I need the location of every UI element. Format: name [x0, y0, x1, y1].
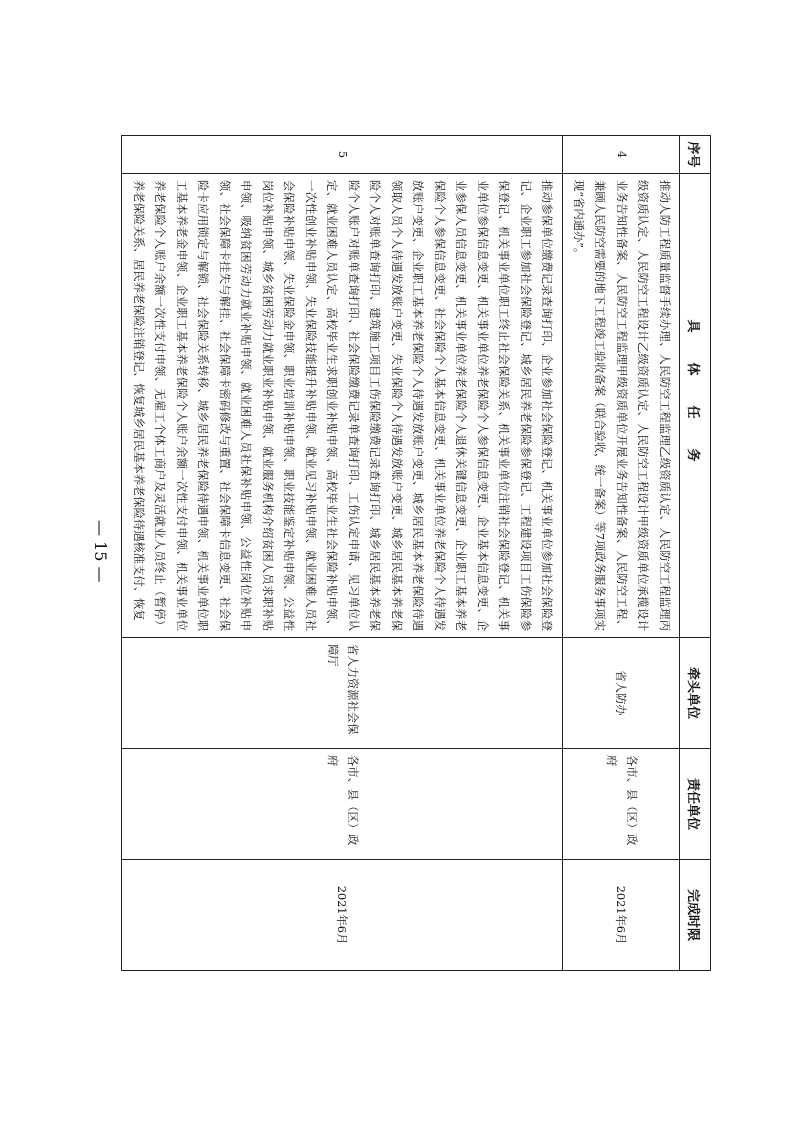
- row-responsible-unit: 各市、县（区）政府: [122, 749, 564, 860]
- table-header-row: [680, 136, 711, 971]
- row-task-text: 推动参保单位缴费记录查询打印、企业参加社会保险登记、机关事业单位参加社会保险登记、企业职工参加社会保险登记、城乡居民养老保险参保登记、工程建设项目工伤保险参保登记、机关事业单位职工终止社会保险关系、机关事业单位注销社会保险登记、机关事业单位参保信息变更、机关事业单位养老保险个人参保信息变更、企业基本信息变更、企业参保人员信息变更、机关事业单位养老保险个人退休关键信息变更、企业职工基本养老保险个人参保信息变更、社会保险个人基本信息变更、机关事业单位养老保险个人待遇发放账户变更、企业职工基本养老保险个人待遇发放账户变更、城乡居民基本养老保险待遇领取人员个人待遇发放账户变更、失业保险个人待遇发放账户变更、城乡居民基本养老保险个人对账单查询打印、建筑施工项目工伤保险缴费记录查询打印、城乡居民基本养老保险个人账户对账单查询打印、社会保险缴费记录单查询打印、工伤认定申请、见习单位认定、就业困难人员认定、高校毕业生求职创业补贴申领、高校毕业生社会保险补贴申领、一次性创业补贴申领、失业保险技能提升补贴申领、就业见习补贴申领、就业困难人员社会保险补贴申领、失业保险金申领、职业培训补贴申领、职业技能鉴定补贴申领、公益性岗位补贴申领、城乡贫困劳动力就业职业补贴申领、就业服务机构介绍贫困人员求职补贴申领、吸纳贫困劳动力就业补贴申领、就业困难人员社保补贴申领、公益性岗位补贴申领、社会保障卡挂失与解挂、社会保障卡密码修改与重置、社会保障卡信息变更、社会保险卡应用锁定与解锁、社会保险关系转移、城乡居民养老保险待遇申领、机关事业单位职工基本养老金申领、企业职工基本养老保险个人账户余额一次性支付申领、机关事业单位养老保险个人账户余额一次性支付申领、无雇工个体工商户及灵活就业人员终止（暂停）养老保险关系、居民养老保险注销登记、恢复城乡居民基本养老保险待遇核准支付、恢复: [122, 174, 564, 638]
- row-index: 4: [563, 136, 680, 174]
- rotated-table-wrapper: [121, 135, 711, 970]
- row-index: 5: [122, 136, 564, 174]
- row-deadline: 2021年6月: [563, 860, 680, 971]
- header-task: 具体任务: [680, 174, 711, 638]
- row-task-text: 推动人防工程质量监督手续办理、人民防空工程监理乙级资质认定、人民防空工程监理丙级资质认定、人民防空工程设计乙级资质认定、人民防空工程设计甲级资质单位承揽设计业务告知性备案、人民防空工程监理甲级资质单位开展业务告知性备案、人民防空工程、兼顾人民防空需要的地下工程竣工验收备案（联合验收，统一备案）等7项政务服务事项实现“省内通办”。: [563, 174, 680, 638]
- task-table: [121, 135, 711, 971]
- header-responsible-unit: 责任单位: [680, 749, 711, 860]
- row-lead-unit: 省人防办: [563, 638, 680, 749]
- table-row: [122, 136, 564, 971]
- row-lead-unit: 省人力资源社会保障厅: [122, 638, 564, 749]
- header-deadline: 完成时限: [680, 860, 711, 971]
- table-row: [563, 136, 680, 971]
- header-index: 序号: [680, 136, 711, 174]
- row-responsible-unit: 各市、县（区）政府: [563, 749, 680, 860]
- page-number: — 15 —: [91, 520, 110, 583]
- row-deadline: 2021年6月: [122, 860, 564, 971]
- header-lead-unit: 牵头单位: [680, 638, 711, 749]
